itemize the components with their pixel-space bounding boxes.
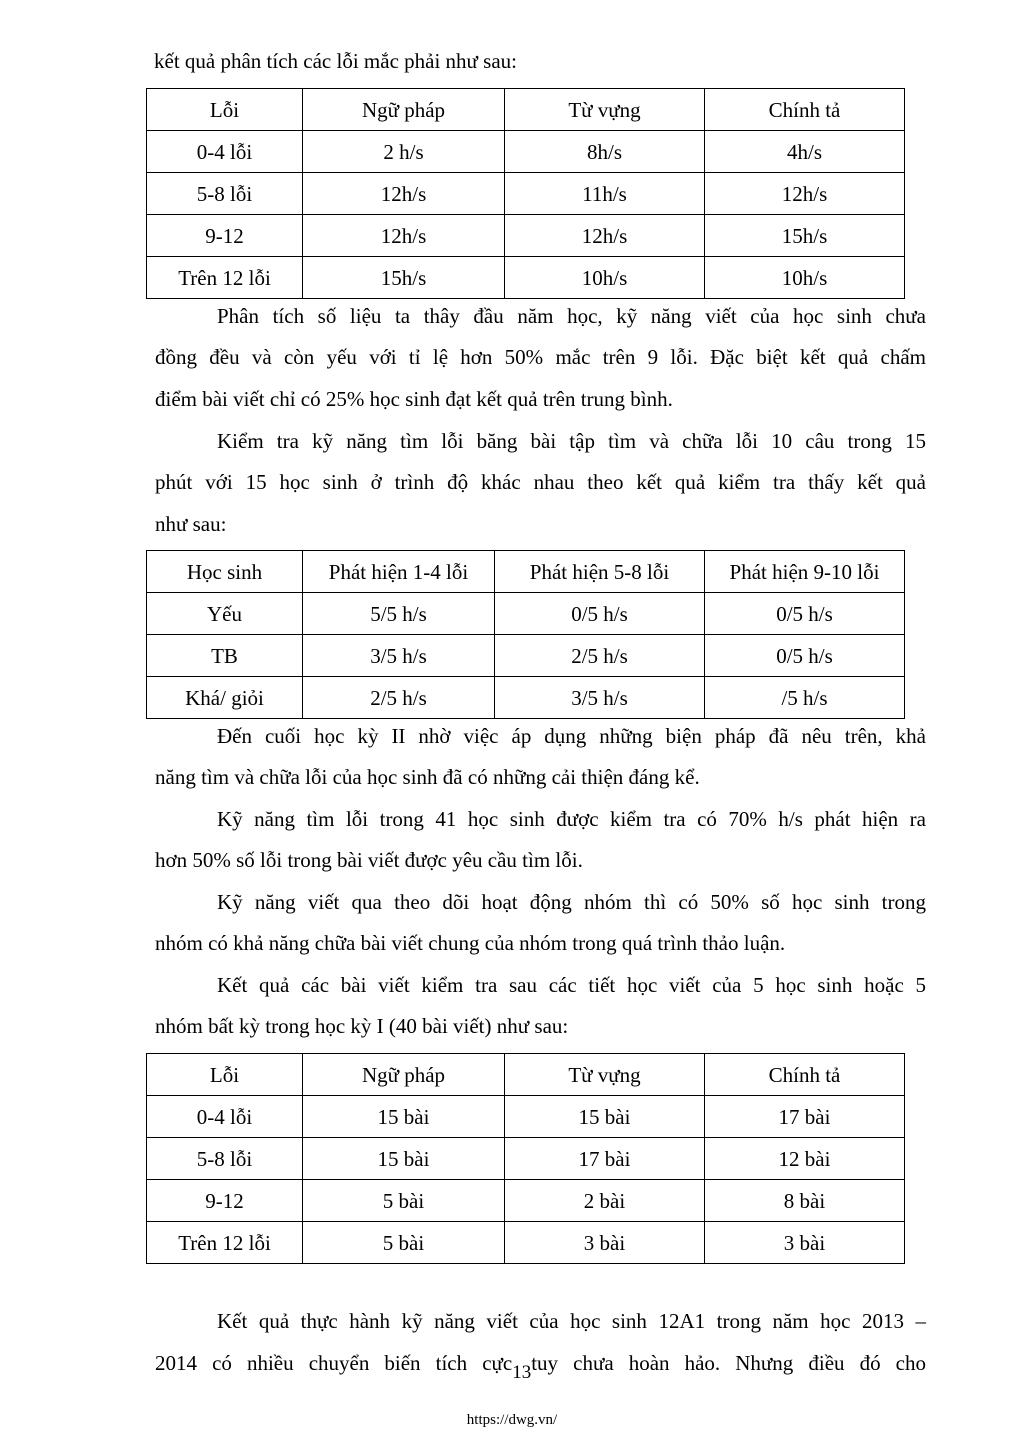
table-cell: 12h/s — [303, 215, 505, 257]
table-cell: 15 bài — [303, 1096, 505, 1138]
table-row — [147, 1138, 905, 1180]
table-cell: 0/5 h/s — [705, 635, 905, 677]
header-cell: Phát hiện 9-10 lỗi — [705, 551, 905, 593]
table-row — [147, 1222, 905, 1264]
text-segment: tuy chưa hoàn hảo. Nhưng điều đó cho — [531, 1351, 926, 1375]
table-cell: Trên 12 lỗi — [147, 1222, 303, 1264]
table-cell: 3/5 h/s — [303, 635, 495, 677]
paragraph-line: Kỹ năng viết qua theo dõi hoạt động nhóm thì có 50% số học sinh trong — [217, 890, 926, 914]
table-cell: 2 bài — [505, 1180, 705, 1222]
table-row — [147, 215, 905, 257]
table-row — [147, 173, 905, 215]
paragraph-line: phút với 15 học sinh ở trình độ khác nhau theo kết quả kiểm tra thấy kết quả — [155, 470, 926, 494]
table-row — [147, 677, 905, 719]
table-cell: 0/5 h/s — [495, 593, 705, 635]
table-cell: 17 bài — [705, 1096, 905, 1138]
page-number: 13 — [512, 1362, 532, 1383]
table-cell: 3 bài — [505, 1222, 705, 1264]
table-cell: 5-8 lỗi — [147, 173, 303, 215]
table-cell: 10h/s — [505, 257, 705, 299]
table-cell: 4h/s — [705, 131, 905, 173]
table-cell: 12h/s — [705, 173, 905, 215]
table-cell: 0-4 lỗi — [147, 1096, 303, 1138]
table-cell: 15 bài — [303, 1138, 505, 1180]
header-cell: Ngữ pháp — [303, 89, 505, 131]
paragraph-line: nhóm bất kỳ trong học kỳ I (40 bài viết) như sau: — [155, 1014, 569, 1038]
paragraph-line: điểm bài viết chỉ có 25% học sinh đạt kết quả trên trung bình. — [155, 387, 673, 411]
table-cell: 8h/s — [505, 131, 705, 173]
table-header-row — [147, 89, 905, 131]
table-cell: 15h/s — [705, 215, 905, 257]
table-cell: 9-12 — [147, 215, 303, 257]
paragraph-line: hơn 50% số lỗi trong bài viết được yêu cầu tìm lỗi. — [155, 848, 583, 872]
table-cell: 3/5 h/s — [495, 677, 705, 719]
table-cell: 5/5 h/s — [303, 593, 495, 635]
header-cell: Từ vựng — [505, 1054, 705, 1096]
table-cell: 3 bài — [705, 1222, 905, 1264]
paragraph-line: nhóm có khả năng chữa bài viết chung của nhóm trong quá trình thảo luận. — [155, 931, 786, 955]
table-cell: 15 bài — [505, 1096, 705, 1138]
error-analysis-table-semester — [146, 1053, 905, 1264]
table-row — [147, 257, 905, 299]
header-cell: Từ vựng — [505, 89, 705, 131]
table-cell: 2 h/s — [303, 131, 505, 173]
table-cell: 10h/s — [705, 257, 905, 299]
table-cell: Khá/ giỏi — [147, 677, 303, 719]
text-segment: 2014 có nhiều chuyển biến tích cực — [155, 1351, 513, 1375]
header-cell: Lỗi — [147, 1054, 303, 1096]
table-cell: 5 bài — [303, 1222, 505, 1264]
error-analysis-table-start-year — [146, 88, 905, 299]
intro-line: kết quả phân tích các lỗi mắc phải như sau: — [154, 49, 518, 73]
table-cell: TB — [147, 635, 303, 677]
table-header-row — [147, 1054, 905, 1096]
table-cell: 0-4 lỗi — [147, 131, 303, 173]
error-detection-table — [146, 550, 905, 719]
table-cell: 11h/s — [505, 173, 705, 215]
table-cell: 17 bài — [505, 1138, 705, 1180]
header-cell: Học sinh — [147, 551, 303, 593]
paragraph-line: Phân tích số liệu ta thây đầu năm học, kỹ năng viết của học sinh chưa — [217, 304, 926, 328]
header-cell: Ngữ pháp — [303, 1054, 505, 1096]
paragraph-line: Đến cuối học kỳ II nhờ việc áp dụng những biện pháp đã nêu trên, khả — [217, 724, 926, 748]
paragraph-line: Kiểm tra kỹ năng tìm lỗi băng bài tập tìm và chữa lỗi 10 câu trong 15 — [217, 429, 926, 453]
table-cell: 5-8 lỗi — [147, 1138, 303, 1180]
header-cell: Chính tả — [705, 1054, 905, 1096]
table-cell: 12h/s — [505, 215, 705, 257]
table-row — [147, 1180, 905, 1222]
paragraph-line: Kết quả thực hành kỹ năng viết của học sinh 12A1 trong năm học 2013 – — [217, 1309, 926, 1333]
paragraph-line — [155, 1348, 926, 1383]
header-cell: Phát hiện 5-8 lỗi — [495, 551, 705, 593]
table-cell: Trên 12 lỗi — [147, 257, 303, 299]
table-cell: 12h/s — [303, 173, 505, 215]
table-cell: 2/5 h/s — [303, 677, 495, 719]
paragraph-line: như sau: — [155, 512, 227, 536]
table-cell: Yếu — [147, 593, 303, 635]
paragraph-line: Kết quả các bài viết kiểm tra sau các tiết học viết của 5 học sinh hoặc 5 — [217, 973, 926, 997]
table-row — [147, 131, 905, 173]
header-cell: Lỗi — [147, 89, 303, 131]
header-cell: Chính tả — [705, 89, 905, 131]
table-cell: 15h/s — [303, 257, 505, 299]
header-cell: Phát hiện 1-4 lỗi — [303, 551, 495, 593]
footer-url: https://dwg.vn/ — [466, 1412, 558, 1428]
table-cell: 5 bài — [303, 1180, 505, 1222]
table-row — [147, 593, 905, 635]
paragraph-line: Kỹ năng tìm lỗi trong 41 học sinh được kiểm tra có 70% h/s phát hiện ra — [217, 807, 926, 831]
table-cell: 9-12 — [147, 1180, 303, 1222]
table-cell: 12 bài — [705, 1138, 905, 1180]
table-cell: 8 bài — [705, 1180, 905, 1222]
table-row — [147, 635, 905, 677]
table-header-row — [147, 551, 905, 593]
table-cell: /5 h/s — [705, 677, 905, 719]
paragraph-line: năng tìm và chữa lỗi của học sinh đã có những cải thiện đáng kể. — [155, 765, 700, 789]
table-cell: 0/5 h/s — [705, 593, 905, 635]
table-cell: 2/5 h/s — [495, 635, 705, 677]
paragraph-line: đồng đều và còn yếu với tỉ lệ hơn 50% mắc trên 9 lỗi. Đặc biệt kết quả chấm — [155, 345, 926, 369]
table-row — [147, 1096, 905, 1138]
